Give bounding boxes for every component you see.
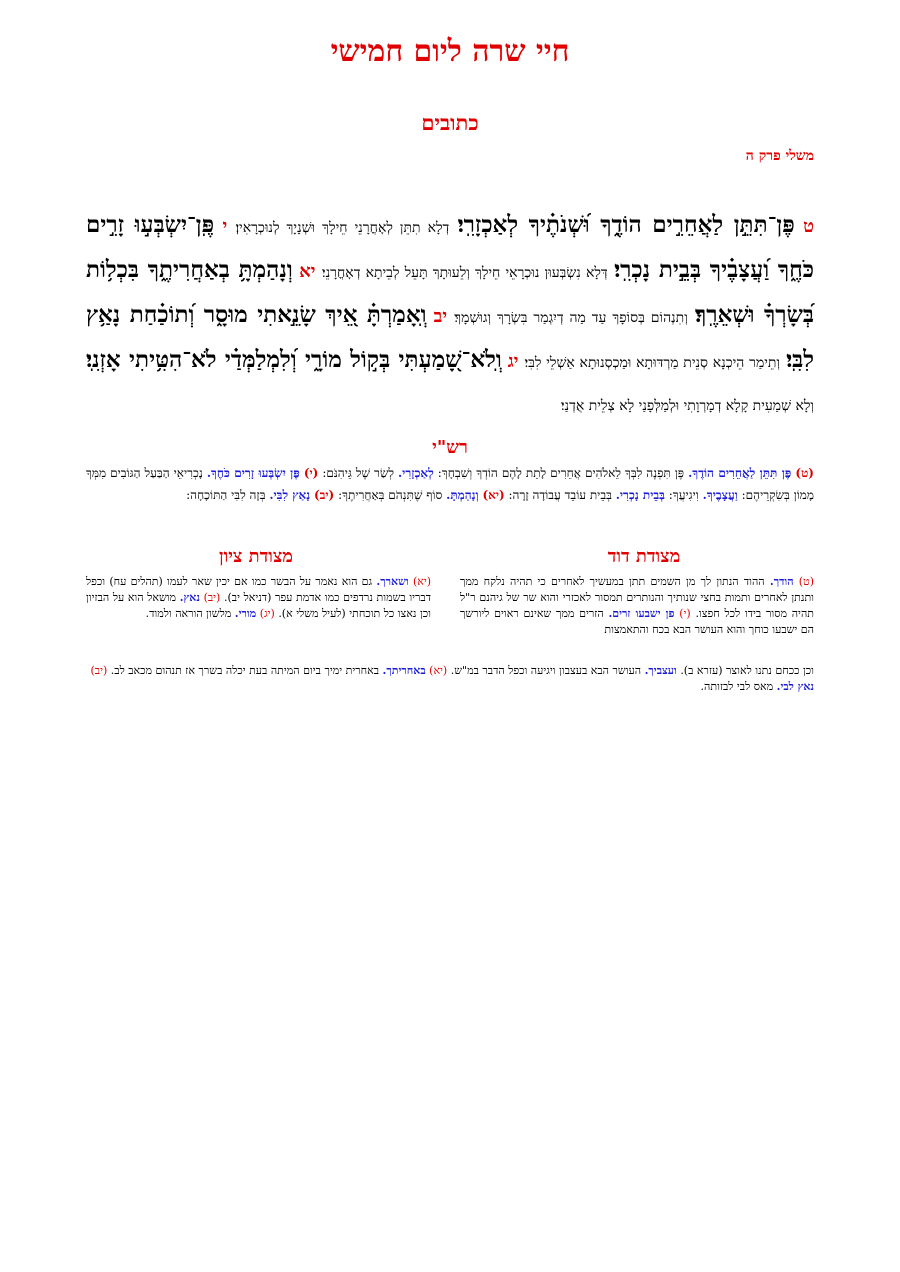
verse-number: יג	[507, 351, 519, 372]
metzudat-david-continuation	[86, 663, 814, 695]
rashi-heading: לְאַכְזָרִי.	[398, 466, 434, 480]
rashi-text: נָכְרִיאֵי הַבַּעַל הַגּוֹבִים מִמְּךָ מָמוֹן בְּשִׂקְרֵיהֶם:	[86, 466, 814, 502]
rashi-verse-num: (יב)	[313, 488, 335, 502]
verse-number: ט	[803, 216, 814, 237]
verse-targum: דְלָא תִתֵּן לְאָחֳרָנֵי חֵילָךְ וּשְׁנָיָךְ לְנוּכְרָאִין׃	[235, 220, 450, 236]
md-verse-num: (יב)	[90, 664, 108, 677]
rashi-heading: וַעֲצָבֶיךָ.	[702, 488, 738, 502]
rashi-heading: פֶּן יִשְׂבְּעוּ זָרִים כֹּחֶךָ.	[206, 466, 300, 480]
mz-heading: מורי.	[234, 607, 257, 620]
verse-hebrew: וְֽלֹא־שָׁ֭מַעְתִּי בְּק֣וֹל מוֹרָ֑י וְ֝לִמְלַמְּדַ֗י לֹא־הִטִּ֥יתִי אָזְנִֽי׃	[86, 346, 502, 373]
verse-targum: דְּלָא נִשְׂבְּעוּן נוּכְרָאֵי חֵילָךְ וְלֵעוּתָךְ תָּעֵל לְבֵיתָא דְאָחֳרָנֵי׃	[321, 265, 608, 281]
md-text: וכן ככחם נתנו לאוצר (עזרא ב).	[680, 664, 814, 677]
rashi-title: רש"י	[432, 437, 468, 458]
mz-heading: נאץ.	[179, 591, 200, 604]
md-heading: פן ישבעו זרים.	[608, 607, 675, 620]
metzudat-david-column	[460, 574, 814, 638]
verse-number: יב	[433, 306, 448, 327]
verse-hebrew: וְנָהַמְתָּ֥ בְאַחֲרִיתֶ֑ךָ בִּכְל֥וֹת בְּ֝שָׂרְךָ֗ וּשְׁאֵרֶֽךָ׃	[86, 256, 814, 328]
verses-block	[86, 204, 814, 427]
md-text: באחרית ימיך ביום המיתה בעת יכלה בשרך אז תנהום מכאב לב.	[110, 664, 380, 677]
rashi-verse-num: (יא)	[482, 488, 505, 502]
mz-verse-num: (יא)	[412, 575, 432, 588]
section-title: כתובים	[421, 110, 479, 135]
md-heading: ועצביך.	[644, 664, 677, 677]
verse-targum: וְלָא שְׁמַעִית קָלָא דְמָרְוָתִי וּלְמַלְּפָנַי לָא צְלֵית אֻדְנַי׃	[560, 398, 814, 414]
verse-hebrew: וְֽאָמַרְתָּ֗ אֵ֭יךְ שָׂנֵ֣אתִי מוּסָ֑ר וְ֝תוֹכַ֗חַת נָאַ֥ץ לִבִּֽי׃	[86, 301, 814, 373]
metzudat-david-title: מצודת דוד	[607, 546, 681, 567]
verse-hebrew: פֶּֽן־יִשְׂבְּע֣וּ זָרִ֣ים כֹּחֶ֑ךָ וַ֝עֲצָבֶ֗יךָ בְּבֵ֣ית נָכְרִֽי׃	[86, 211, 814, 283]
md-heading: נאץ לבי.	[776, 680, 814, 693]
md-verse-num: (י)	[679, 607, 691, 620]
mz-verse-num: (יב)	[203, 591, 221, 604]
chapter-heading: משלי פרק ה	[745, 148, 814, 164]
rashi-text: סוֹף שֶׁתִּנְהֹם בְּאַחֲרִיתֶךָ:	[338, 488, 443, 502]
mz-text: מלשון הוראה ולמוד.	[145, 607, 232, 620]
rashi-text: פֶּן תִּפְנֶה לִבְּךָ לֵאלֹהִים אֲחֵרִים לָתֵת לָהֶם הוֹדְךָ וְשִׁבְחָךְ:	[437, 466, 685, 480]
md-text: ההוד הנתון לך מן השמים תתן במעשיך לאחרים כי תהיה נלקח ממך ותנתן לאחרים ותמות בחצי שנותיך והנותרים תמסור לאכזרי והוא שר של גיהנם ר"ל תהיה מסור בידו לכל חפצו.	[460, 575, 814, 620]
verse-number: י	[222, 216, 228, 237]
md-heading: באחריתך.	[382, 664, 426, 677]
mz-text: גם הוא נאמר על הבשר כמו אם יכין שאר לעמו (תהלים עח) וכפל דבריו בשמות נרדפים כמו אדמת עפר (דניאל יב).	[86, 575, 432, 604]
md-text: הזרים ממך שאינם ראוים ליורשך הם ישבעו כוחך והוא העושר הבא בכח והתאמצות	[460, 607, 814, 636]
md-verse-num: (יא)	[429, 664, 448, 677]
mz-text: מושאל הוא על הבזיון וכן נאצו כל תוכחתי (לעיל משלי א).	[86, 591, 431, 620]
rashi-text: וִיגִיעֲךָ:	[668, 488, 699, 502]
rashi-heading: וְנָהַמְתָּ.	[446, 488, 479, 502]
rashi-text: בְּזָה לִבִּי הַתּוֹכָחָה:	[186, 488, 266, 502]
rashi-commentary	[86, 462, 814, 506]
metzudat-zion-title: מצודת ציון	[219, 546, 293, 567]
mz-heading: ושארך.	[376, 575, 409, 588]
verse-number: יא	[299, 261, 316, 282]
rashi-verse-num: (י)	[303, 466, 319, 480]
md-verse-num: (ט)	[798, 575, 814, 588]
page-title: חיי שרה ליום חמישי	[330, 34, 570, 69]
rashi-text: בְּבֵית עוֹבֵד עֲבוֹדָה זָרָה:	[508, 488, 612, 502]
md-text: מאס לבי לבזותה.	[700, 680, 774, 693]
rashi-heading: נָאַץ לִבִּי.	[269, 488, 311, 502]
rashi-heading: פֶּן תִּתֵּן לַאֲחֵרִים הוֹדֶךָ.	[688, 466, 792, 480]
md-heading: הודך.	[769, 575, 794, 588]
metzudat-zion-column	[86, 574, 431, 622]
md-text: העושר הבא בעצבון ויגיעה וכפל הדבר במ"ש.	[450, 664, 642, 677]
rashi-text: לְשַׂר שֶׁל גֵּיהִנֹּם:	[322, 466, 394, 480]
verse-targum: וְתֵימַר הֵיכְנָא סְנֵית מַרְדּוּתָא וּמַכְסְנוּתָא אַשְׁלֵי לִבִּי׃	[524, 355, 781, 371]
verse-hebrew: פֶּן־תִּתֵּ֣ן לַאֲחֵרִ֣ים הוֹדֶ֑ךָ וּ֝שְׁנֹתֶ֗יךָ לְאַכְזָרִֽי׃	[457, 211, 795, 238]
rashi-heading: בְּבֵית נָכְרִי.	[615, 488, 665, 502]
verse-targum: וְתִנְהוֹם בְּסוֹפָךְ עַד מַה דְיִגְמַר בִּשְׂרָךְ וְגוּשְׁמָךְ׃	[454, 310, 688, 326]
mz-verse-num: (יג)	[259, 607, 275, 620]
rashi-verse-num: (ט)	[795, 466, 814, 480]
